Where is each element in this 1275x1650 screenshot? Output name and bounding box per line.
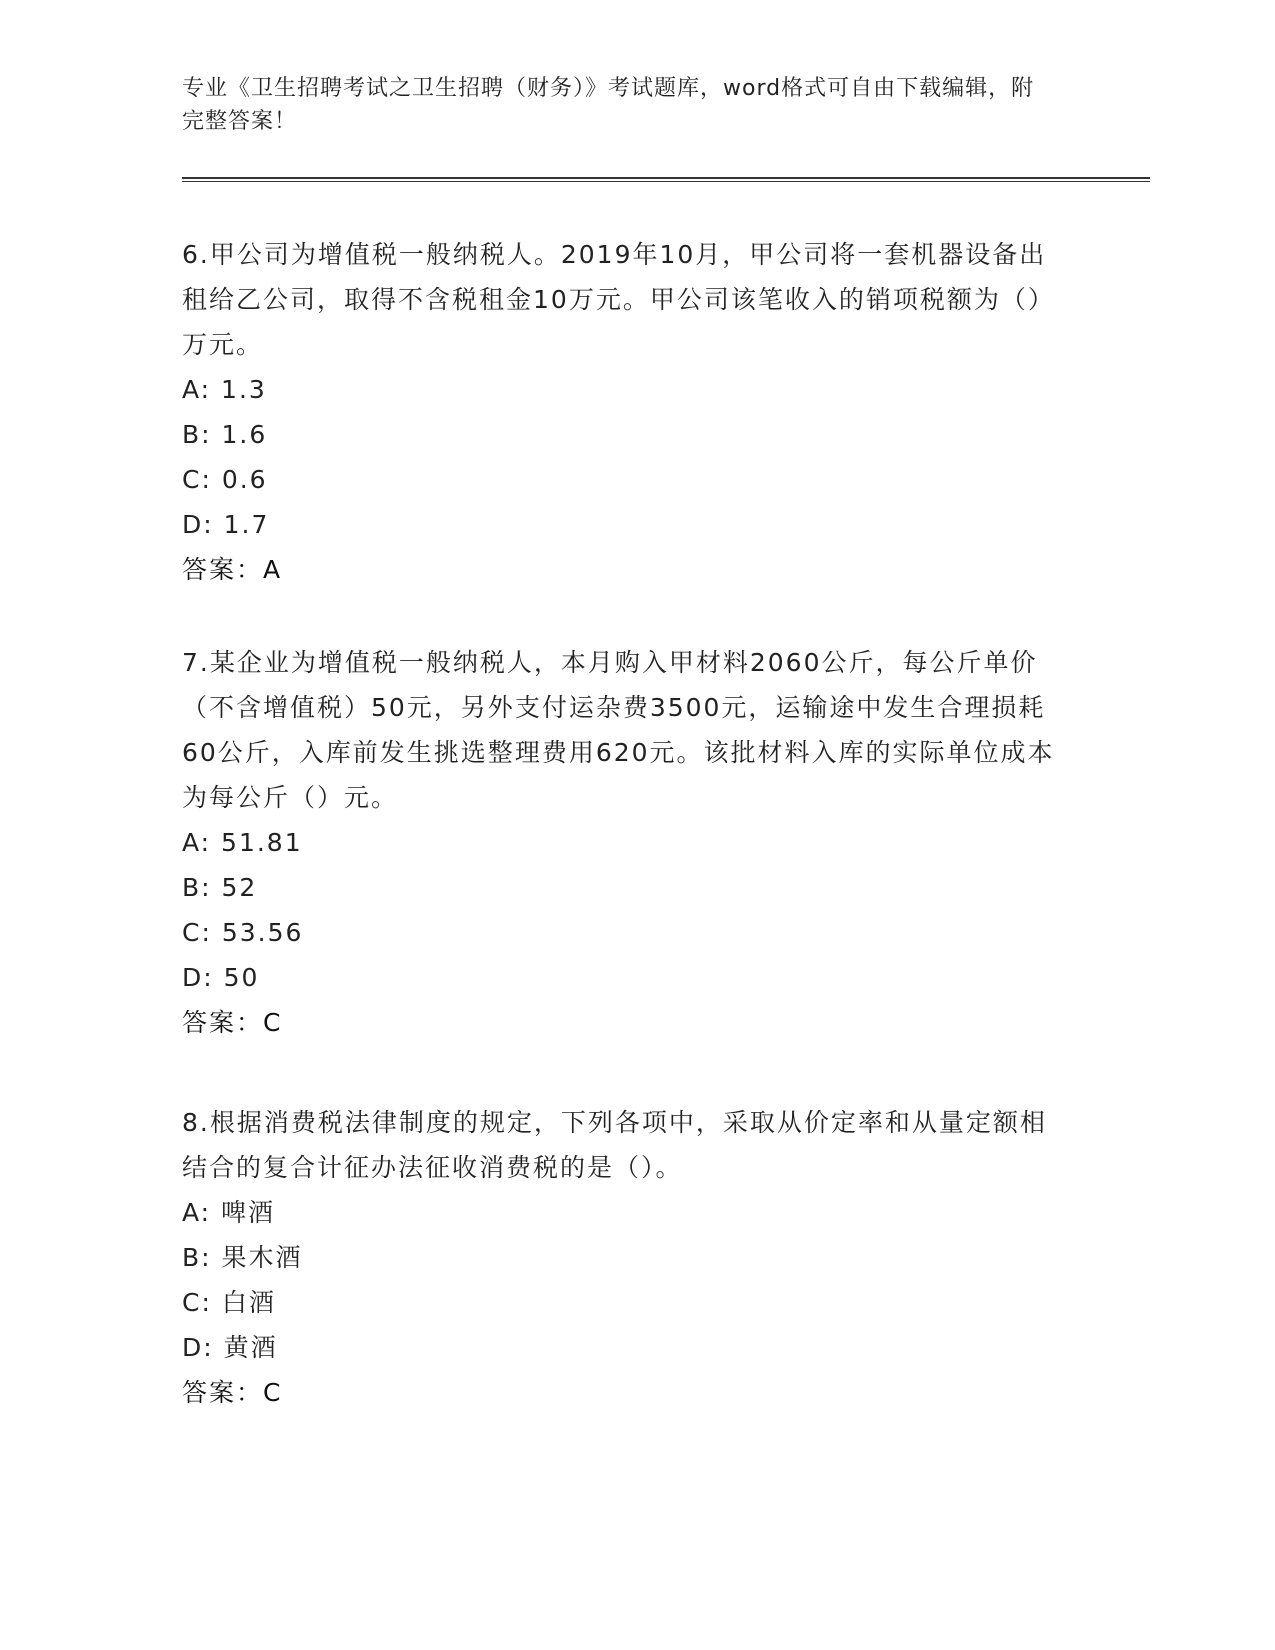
option-b: B: 1.6 [182, 420, 268, 449]
header-divider [182, 177, 1150, 182]
question-stem: 8.根据消费税法律制度的规定，下列各项中，采取从价定率和从量定额相结合的复合计征办法征收消费税的是（）。 [182, 1108, 1047, 1182]
answer: 答案：C [182, 1378, 283, 1407]
option-a: A: 1.3 [182, 375, 267, 404]
question-stem: 6.甲公司为增值税一般纳税人。2019年10月，甲公司将一套机器设备出租给乙公司，取得不含税租金10万元。甲公司该笔收入的销项税额为（）万元。 [182, 240, 1055, 359]
option-c: C: 0.6 [182, 465, 268, 494]
option-a: A: 51.81 [182, 828, 303, 857]
question-8 [182, 1100, 1062, 1415]
option-b: B: 果木酒 [182, 1243, 303, 1272]
question-7 [182, 640, 1062, 1045]
option-c: C: 白酒 [182, 1288, 276, 1317]
question-6 [182, 232, 1062, 592]
option-d: D: 50 [182, 963, 260, 992]
document-header: 专业《卫生招聘考试之卫生招聘（财务）》考试题库，word格式可自由下载编辑，附完整答案！ [182, 76, 1035, 134]
option-b: B: 52 [182, 873, 258, 902]
option-c: C: 53.56 [182, 918, 304, 947]
option-d: D: 黄酒 [182, 1333, 278, 1362]
option-a: A: 啤酒 [182, 1198, 276, 1227]
answer: 答案：C [182, 1008, 283, 1037]
answer: 答案：A [182, 555, 283, 584]
question-stem: 7.某企业为增值税一般纳税人，本月购入甲材料2060公斤，每公斤单价（不含增值税）50元，另外支付运杂费3500元，运输途中发生合理损耗60公斤，入库前发生挑选整理费用620元。该批材料入库的实际单位成本为每公斤（）元。 [182, 648, 1055, 812]
option-d: D: 1.7 [182, 510, 270, 539]
